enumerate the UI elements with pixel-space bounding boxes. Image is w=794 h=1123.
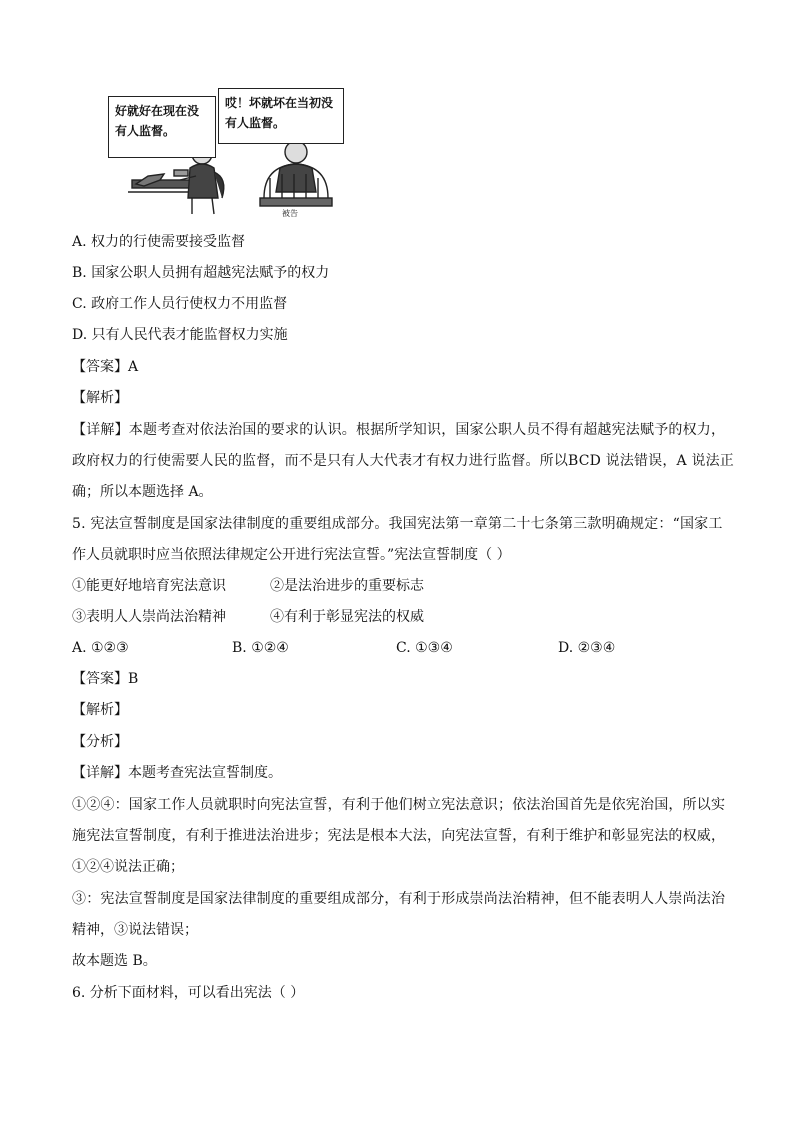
q4-answer: 【答案】A bbox=[72, 359, 139, 375]
q5-detail-line-4: ①②④说法正确； bbox=[72, 859, 184, 875]
q5-detail-line-5: ③：宪法宣誓制度是国家法律制度的重要组成部分，有利于形成崇尚法治精神，但不能表明人人崇尚法治 bbox=[72, 891, 726, 907]
q5-statement-1: ①能更好地培育宪法意识 bbox=[72, 578, 226, 594]
q5-detail-line-3: 施宪法宣誓制度，有利于推进法治进步；宪法是根本大法，向宪法宣誓，有利于维护和彰显宪法的权威， bbox=[72, 828, 726, 844]
q5-option-d: D. ②③④ bbox=[558, 640, 616, 656]
q5-statement-2: ②是法治进步的重要标志 bbox=[270, 578, 424, 594]
speech-bubble-right bbox=[218, 88, 344, 144]
speech-bubble-left bbox=[108, 96, 216, 158]
q5-detail-line-7: 故本题选 B。 bbox=[72, 953, 157, 969]
cartoon-illustration bbox=[104, 88, 354, 220]
q5-option-a: A. ①②③ bbox=[72, 640, 129, 656]
q4-option-a: A. 权力的行使需要接受监督 bbox=[72, 234, 246, 250]
q4-option-c: C. 政府工作人员行使权力不用监督 bbox=[72, 296, 288, 312]
q4-option-d: D. 只有人民代表才能监督权力实施 bbox=[72, 327, 288, 343]
q5-option-b: B. ①②④ bbox=[232, 640, 289, 656]
q5-detail-line-1: 【详解】本题考查宪法宣誓制度。 bbox=[72, 765, 282, 781]
q5-analysis-tag: 【解析】 bbox=[72, 702, 128, 718]
speech-bubble-left-text: 好就好在现在没 有人监督。 bbox=[115, 104, 200, 138]
q5-fenxi-tag: 【分析】 bbox=[72, 734, 128, 750]
q5-statement-3: ③表明人人崇尚法治精神 bbox=[72, 609, 226, 625]
q5-stem-line-2: 作人员就职时应当依照法律规定公开进行宪法宣誓。”宪法宣誓制度（ ） bbox=[72, 547, 511, 563]
q5-option-c: C. ①③④ bbox=[396, 640, 453, 656]
q4-analysis-tag: 【解析】 bbox=[72, 390, 128, 406]
q5-stem-line-1: 5. 宪法宣誓制度是国家法律制度的重要组成部分。我国宪法第一章第二十七条第三款明确规定：“国家工 bbox=[72, 516, 723, 532]
q4-option-b: B. 国家公职人员拥有超越宪法赋予的权力 bbox=[72, 265, 330, 281]
speech-bubble-right-text: 哎！坏就坏在当初没 有人监督。 bbox=[225, 96, 334, 130]
q4-detail-line-3: 确；所以本题选择 A。 bbox=[72, 484, 213, 500]
defendant-label: 被告 bbox=[282, 209, 298, 218]
q5-statement-4: ④有利于彰显宪法的权威 bbox=[270, 609, 424, 625]
q6-stem: 6. 分析下面材料，可以看出宪法（ ） bbox=[72, 985, 305, 1001]
q4-detail-line-1: 【详解】本题考查对依法治国的要求的认识。根据所学知识，国家公职人员不得有超越宪法赋予的权力， bbox=[72, 422, 726, 438]
q5-detail-line-6: 精神，③说法错误； bbox=[72, 922, 198, 938]
q5-detail-line-2: ①②④：国家工作人员就职时向宪法宣誓，有利于他们树立宪法意识；依法治国首先是依宪治国，所以实 bbox=[72, 797, 726, 813]
q4-detail-line-2: 政府权力的行使需要人民的监督，而不是只有人大代表才有权力进行监督。所以BCD 说法错误，A 说法正 bbox=[72, 453, 734, 469]
q5-answer: 【答案】B bbox=[72, 671, 139, 687]
